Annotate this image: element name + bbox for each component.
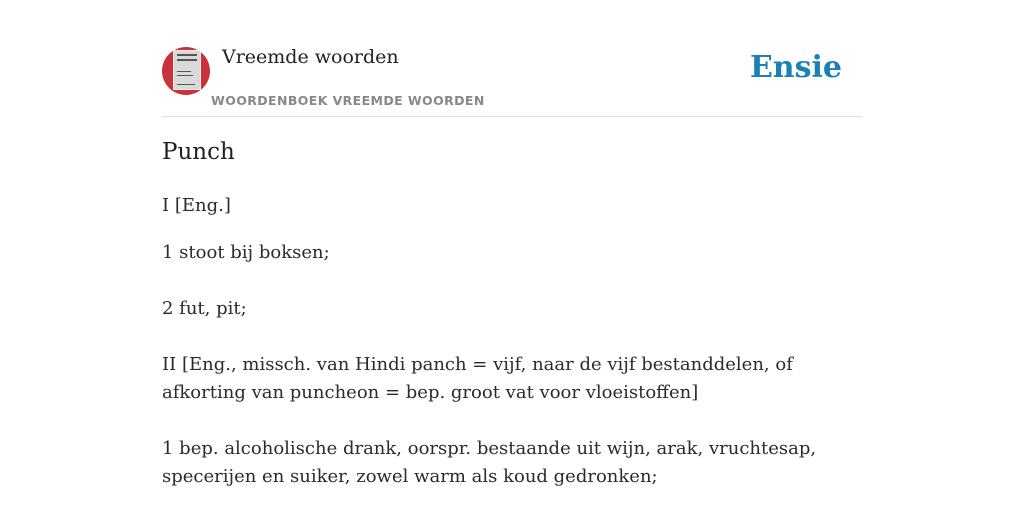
- entry-definition: [162, 192, 862, 491]
- cover-line: [177, 84, 195, 85]
- site-name-link[interactable]: Vreemde woorden: [222, 46, 399, 68]
- book-cover-image: [173, 50, 201, 90]
- definition-line: 1 bep. alcoholische drank, oorspr. bestaande uit wijn, arak, vruchtesap, specerijen en suiker, zowel warm als koud gedronken;: [162, 438, 817, 487]
- cover-line: [177, 59, 197, 61]
- definition-line: II [Eng., missch. van Hindi panch = vijf, naar de vijf bestanddelen, of afkorting van puncheon = bep. groot vat voor vloeistoffen]: [162, 354, 793, 403]
- page-title: Punch: [162, 139, 235, 165]
- ensie-logo-link[interactable]: Ensie: [749, 50, 842, 85]
- page-container: [162, 0, 862, 487]
- cover-line: [177, 75, 193, 76]
- book-cover-icon[interactable]: [162, 47, 210, 95]
- definition-line: 1 stoot bij boksen;: [162, 242, 330, 263]
- cover-line: [177, 54, 197, 56]
- site-header: [162, 0, 862, 117]
- definition-line: I [Eng.]: [162, 195, 231, 216]
- definition-line: 2 fut, pit;: [162, 298, 247, 319]
- cover-line: [177, 71, 191, 72]
- dictionary-subtitle: WOORDENBOEK VREEMDE WOORDEN: [211, 93, 485, 108]
